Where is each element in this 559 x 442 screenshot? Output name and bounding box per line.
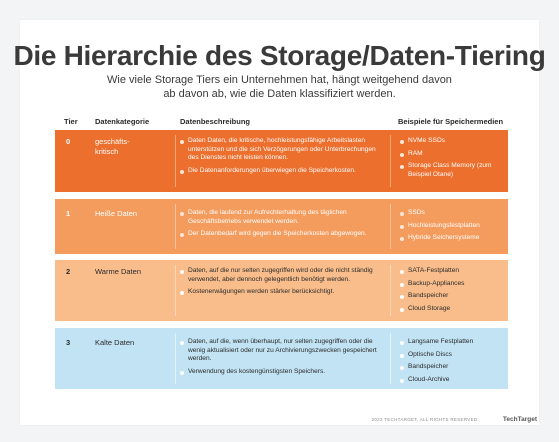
tier-2-media-item: SATA-Festplatten [400, 267, 505, 276]
tier-0-number: 0 [66, 137, 71, 146]
tier-1-category: Heiße Daten [95, 209, 138, 218]
tier-2-media [400, 267, 505, 317]
tier-3-divider-left [175, 333, 176, 384]
tier-2-media-item: Backup-Appliances [400, 280, 505, 289]
tier-0-media-item: RAM [400, 150, 505, 159]
tier-3-media [400, 338, 505, 388]
tier-2-desc-item: Daten, auf die nur selten zugegriffen wird oder die nicht ständig verwendet, aber dennoch gelegentlich benötigt werden. [180, 267, 380, 284]
copyright-footer: 2022 TECHTARGET. ALL RIGHTS RESERVED. [371, 417, 479, 422]
tier-1-description [180, 209, 380, 243]
tier-1-media-item: Hybride Seichersysteme [400, 234, 505, 243]
tier-3-category: Kalte Daten [95, 338, 135, 347]
table-header [0, 117, 559, 129]
header-category: Datenkategorie [95, 117, 150, 126]
tier-0-desc-item: Daten Daten, die kritische, hochleistungsfähige Arbeitslasten unterstützen und die sich Verzögerungen oder Unterbrechungen des Dienstes nicht leisten können. [180, 137, 380, 163]
tier-0-category-text: geschäfts- kritisch [95, 137, 130, 156]
tier-2-divider-left [175, 265, 176, 316]
tier-1-media-item: SSDs [400, 209, 505, 218]
subtitle-line-2: ab davon ab, wie die Daten klassifiziert werden. [163, 88, 396, 100]
tier-2-category: Warme Daten [95, 267, 141, 276]
header-media: Beispiele für Speichermedien [398, 117, 504, 126]
tier-1-media [400, 209, 505, 247]
tier-0-divider-left [175, 135, 176, 187]
tier-0-media [400, 137, 505, 183]
tier-2-divider-right [390, 265, 391, 316]
tier-0-desc-item: Die Datenanforderungen überwiegen die Speicherkosten. [180, 167, 380, 176]
tier-2-desc-item: Kostenerwägungen werden stärker berücksichtigt. [180, 288, 380, 297]
page-title: Die Hierarchie des Storage/Daten-Tiering [13, 40, 546, 71]
tier-1-desc-item: Daten, die laufend zur Aufrechterhaltung des täglichen Geschäftsbetriebs verwendet werden. [180, 209, 380, 226]
tier-1-number: 1 [66, 209, 71, 218]
header-tier: Tier [64, 117, 78, 126]
tier-0-description [180, 137, 380, 179]
techtarget-logo: TechTarget [502, 416, 537, 423]
tier-3-desc-item: Verwendung des kostengünstigsten Speichers. [180, 368, 380, 377]
tier-0-divider-right [390, 135, 391, 187]
tier-1-media-item: Hochleistungsfestplatten [400, 222, 505, 231]
tier-0-media-item: NVMe SSDs [400, 137, 505, 146]
tier-0-media-item: Storage Class Memory (zum Beispiel Otane) [400, 162, 505, 179]
tier-2-number: 2 [66, 267, 71, 276]
tier-2-description [180, 267, 380, 301]
tier-1-divider-right [390, 204, 391, 249]
tier-3-divider-right [390, 333, 391, 384]
subtitle [0, 73, 559, 101]
tier-3-number: 3 [66, 338, 71, 347]
tier-2-media-item: Bandspeicher [400, 292, 505, 301]
tier-1-desc-item: Der Datenbedarf wird gegen die Speicherkosten abgewogen. [180, 230, 380, 239]
tier-3-media-item: Langsame Festplatten [400, 338, 505, 347]
tier-0-category [95, 137, 165, 157]
tier-3-media-item: Bandspeicher [400, 363, 505, 372]
tier-1-divider-left [175, 204, 176, 249]
tier-3-media-item: Cloud-Archive [400, 376, 505, 385]
tier-3-media-item: Optische Discs [400, 351, 505, 360]
tier-3-description [180, 338, 380, 380]
tier-3-desc-item: Daten, auf die, wenn überhaupt, nur selten zugegriffen oder die wenig aktualisiert oder nur zu Archivierungszwecken gespeichert werden. [180, 338, 380, 364]
subtitle-line-1: Wie viele Storage Tiers ein Unternehmen hat, hängt weitgehend davon [107, 74, 452, 86]
header-description: Datenbeschreibung [180, 117, 251, 126]
tier-2-media-item: Cloud Storage [400, 305, 505, 314]
